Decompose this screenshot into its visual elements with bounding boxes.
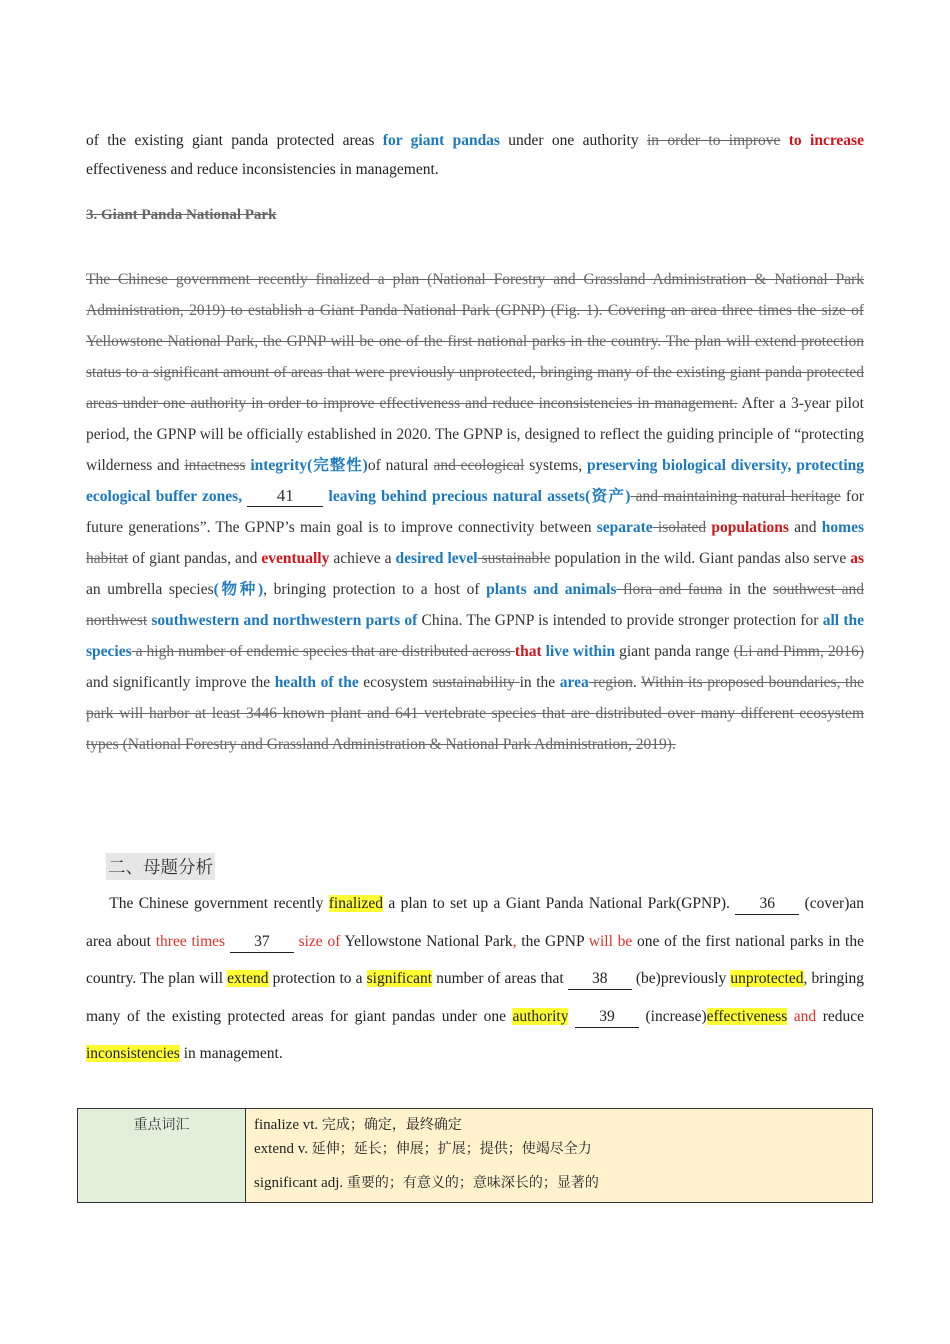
text: protection to a	[268, 970, 367, 987]
deleted-phrase: southwest and northwest	[86, 581, 864, 629]
highlighted-word: extend	[227, 970, 269, 987]
highlighted-word: significant	[366, 970, 433, 987]
deleted-passage: The Chinese government recently finalized a plan (National Forestry and Grassland Administration & National Park Administration, 2019) to establish a Giant Panda National Park (GPNP) (Fig. 1). Covering an area three times the size of Yellowstone National Park, the GPNP will be one of the first national parks in the country. The plan will extend protection status to a significant amount of areas that were previously unprotected, bringing many of the existing giant panda protected areas under one authority in order to improve effectiveness and reduce inconsistencies in management.	[86, 271, 864, 412]
vocab-meaning: 延伸；延长；伸展；扩展；提供；使竭尽全力	[311, 1141, 592, 1157]
deleted-word: intactness	[184, 457, 246, 474]
text: of giant pandas, and	[128, 550, 262, 567]
red-phrase: three times	[155, 932, 226, 950]
inserted-phrase: plants and animals	[486, 581, 617, 598]
text: giant panda range	[615, 643, 734, 660]
text: , bringing many of the existing protected areas for giant pandas under one	[86, 970, 865, 1025]
deleted-citation: (Li and Pimm, 2016)	[733, 643, 864, 660]
text: The Chinese government recently	[109, 895, 329, 912]
text: and	[788, 519, 822, 536]
text: reduce	[816, 1007, 864, 1025]
highlighted-word: effectiveness	[706, 1007, 788, 1025]
vocab-meaning: 重要的；有意义的；意味深长的；显著的	[346, 1175, 599, 1191]
red-mark: ,	[512, 932, 517, 950]
highlighted-word: finalized	[328, 895, 383, 912]
text: for future generations”. The GPNP’s main goal is to improve connectivity between	[86, 488, 864, 536]
inserted-phrase: southwestern and northwestern parts of	[147, 612, 422, 629]
annotated-paragraph	[86, 264, 864, 760]
text: Yellowstone National Park	[340, 932, 513, 950]
deleted-word: isolated	[652, 519, 707, 536]
deleted-word: sustainability	[432, 674, 520, 691]
deleted-word: region	[588, 674, 633, 691]
deleted-word: sustainable	[477, 550, 551, 567]
replacement-phrase: to increase	[780, 132, 864, 149]
text: population in the wild. Giant pandas also serve	[550, 550, 851, 567]
vocab-term: extend v.	[254, 1141, 312, 1157]
emphasized-word: that	[514, 643, 542, 660]
text: an umbrella species	[86, 581, 214, 598]
vocabulary-entries	[246, 1109, 873, 1203]
inserted-phrase: preserving biological diversity, protecting ecological buffer zones,	[86, 457, 864, 505]
blank-41[interactable]: 41	[247, 486, 323, 507]
exercise-paragraph	[86, 885, 864, 1073]
vocabulary-table	[77, 1108, 873, 1203]
section-heading-struck: 3. Giant Panda National Park	[86, 207, 277, 223]
deleted-phrase: a high number of endemic species that are distributed across	[131, 643, 515, 660]
deleted-word: habitat	[86, 550, 129, 567]
text: systems,	[524, 457, 587, 474]
inserted-phrase: leaving behind precious natural assets(资产)	[323, 488, 631, 505]
highlighted-word: unprotected	[730, 970, 804, 987]
text: in the	[519, 674, 560, 691]
inserted-word: separate	[596, 519, 653, 536]
deleted-phrase: in order to improve	[646, 132, 781, 149]
text: the GPNP	[516, 932, 589, 950]
blank-36[interactable]: 36	[735, 894, 799, 915]
text: ecosystem	[363, 674, 433, 691]
deleted-phrase: flora and fauna	[616, 581, 723, 598]
text: .	[632, 674, 642, 691]
emphasized-word: eventually	[261, 550, 330, 567]
text: one of the first national parks in the country. The plan will	[86, 932, 864, 987]
inserted-phrase: all the species	[86, 612, 865, 660]
vocab-entry	[254, 1113, 864, 1137]
inserted-word: area	[559, 674, 589, 691]
paragraph-continuation	[86, 126, 864, 184]
blank-39[interactable]: 39	[575, 1007, 639, 1028]
blank-37[interactable]: 37	[230, 932, 294, 953]
text: (be)previously	[631, 970, 731, 987]
highlighted-word: authority	[512, 1007, 569, 1025]
emphasized-word: as	[850, 550, 865, 567]
inserted-phrase: desired level	[395, 550, 478, 567]
text: in management.	[179, 1045, 283, 1062]
text: of the existing giant panda protected areas	[86, 132, 383, 149]
red-word: and	[787, 1007, 817, 1025]
inserted-gloss: (物种)	[213, 581, 264, 598]
text: in the	[722, 581, 774, 598]
vocab-term: finalize vt.	[254, 1117, 322, 1133]
text: of natural	[367, 457, 434, 474]
vocabulary-label: 重点词汇	[78, 1109, 246, 1203]
text: under one authority	[499, 132, 647, 149]
text: (cover)an area about	[86, 895, 864, 950]
text: After a 3-year pilot period, the GPNP will be officially established in 2020. The GPNP is, designed to reflect the guiding principle of “protecting wilderness and	[86, 395, 864, 474]
inserted-phrase: for giant pandas	[382, 132, 500, 149]
vocab-meaning: 完成；确定，最终确定	[321, 1117, 462, 1133]
text: achieve a	[329, 550, 396, 567]
inserted-phrase: health of the	[274, 674, 364, 691]
text: number of areas that	[432, 970, 568, 987]
blank-38[interactable]: 38	[568, 969, 632, 990]
deleted-passage: Within its proposed boundaries, the park will harbor at least 3446 known plant and 641 vertebrate species that are distributed over many different ecosystem types (National Forestry and Grassland Administration & National Park Administration, 2019).	[86, 674, 864, 753]
deleted-word: and ecological	[433, 457, 525, 474]
red-phrase: size of	[298, 932, 341, 950]
vocab-entry	[254, 1137, 864, 1161]
text: (increase)	[638, 1007, 707, 1025]
text: effectiveness and reduce inconsistencies in management.	[86, 161, 439, 178]
vocab-entry	[254, 1171, 864, 1195]
vocab-term: significant adj.	[254, 1175, 347, 1191]
text: China. The GPNP is intended to provide stronger protection for	[421, 612, 823, 629]
inserted-phrase: live within	[541, 643, 616, 660]
highlighted-word: inconsistencies	[86, 1045, 180, 1062]
text: and significantly improve the	[86, 674, 275, 691]
inserted-word: integrity(完整性)	[245, 457, 368, 474]
inserted-word: homes	[821, 519, 864, 536]
deleted-phrase: and maintaining natural heritage	[630, 488, 841, 505]
emphasized-word: populations	[706, 519, 789, 536]
text: a plan to set up a Giant Panda National Park(GPNP).	[382, 895, 736, 912]
section-title: 二、母题分析	[106, 853, 215, 880]
text: , bringing protection to a host of	[263, 581, 487, 598]
red-phrase: will be	[588, 932, 633, 950]
